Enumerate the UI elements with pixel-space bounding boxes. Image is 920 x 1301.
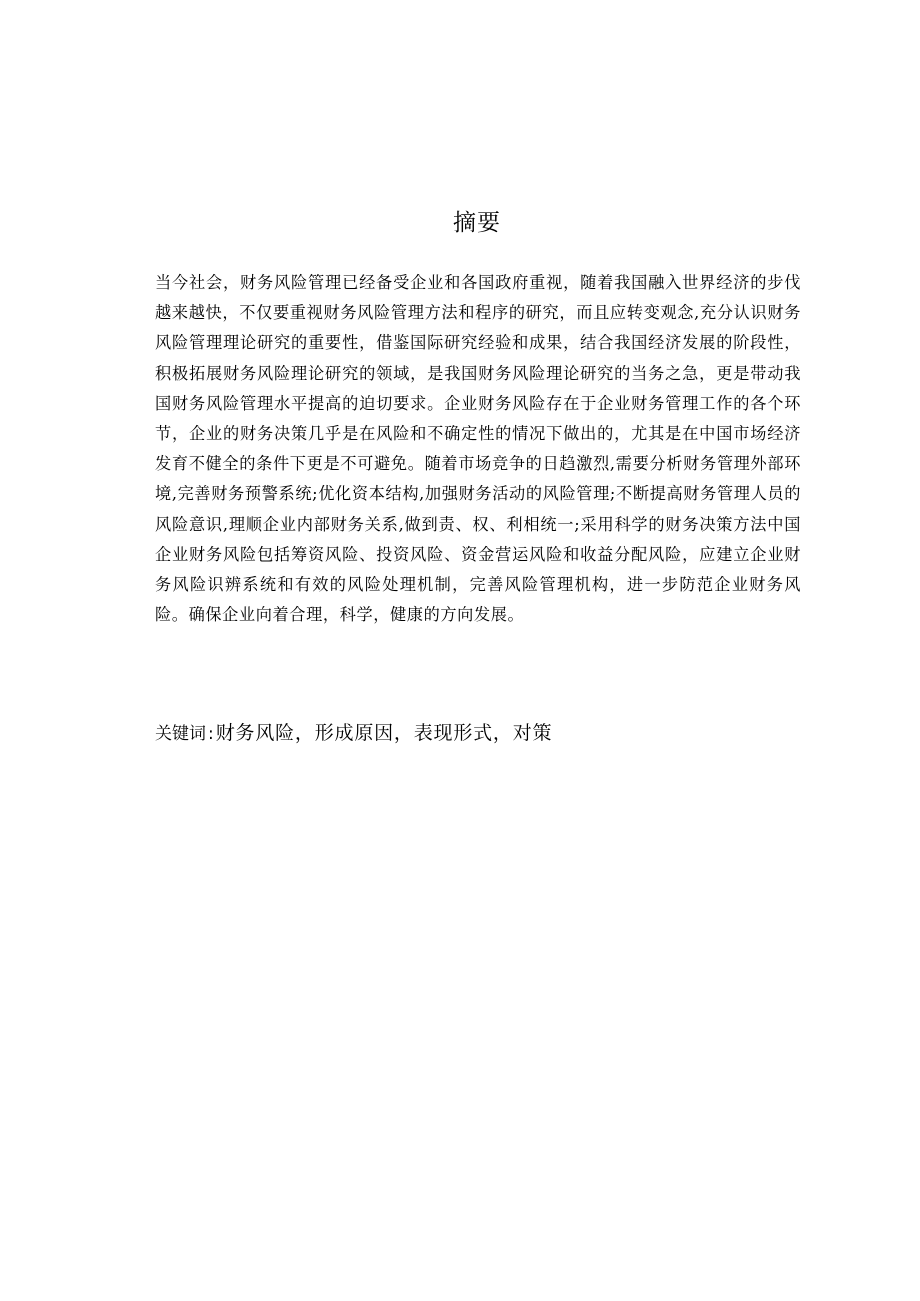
keywords-line xyxy=(155,716,801,751)
keywords-label: 关键词 xyxy=(155,724,206,744)
keywords-separator: : xyxy=(208,724,214,744)
keywords-text: 财务风险，形成原因，表现形式，对策 xyxy=(215,722,553,744)
abstract-title: 摘要 xyxy=(453,210,501,236)
abstract-body: 当今社会，财务风险管理已经备受企业和各国政府重视，随着我国融入世界经济的步伐越来越快，不仅要重视财务风险管理方法和程序的研究，而且应转变观念,充分认识财务风险管理理论研究的重要性，借鉴国际研究经验和成果，结合我国经济发展的阶段性，积极拓展财务风险理论研究的领域，是我国财务风险理论研究的当务之急，更是带动我国财务风险管理水平提高的迫切要求。企业财务风险存在于企业财务管理工作的各个环节，企业的财务决策几乎是在风险和不确定性的情况下做出的，尤其是在中国市场经济发育不健全的条件下更是不可避免。随着市场竞争的日趋激烈,需要分析财务管理外部环境,完善财务预警系统;优化资本结构,加强财务活动的风险管理;不断提高财务管理人员的风险意识,理顺企业内部财务关系,做到责、权、利相统一;采用科学的财务决策方法中国企业财务风险包括筹资风险、投资风险、资金营运风险和收益分配风险，应建立企业财务风险识辨系统和有效的风险处理机制，完善风险管理机构，进一步防范企业财务风险。确保企业向着合理，科学，健康的方向发展。 xyxy=(155,273,801,625)
